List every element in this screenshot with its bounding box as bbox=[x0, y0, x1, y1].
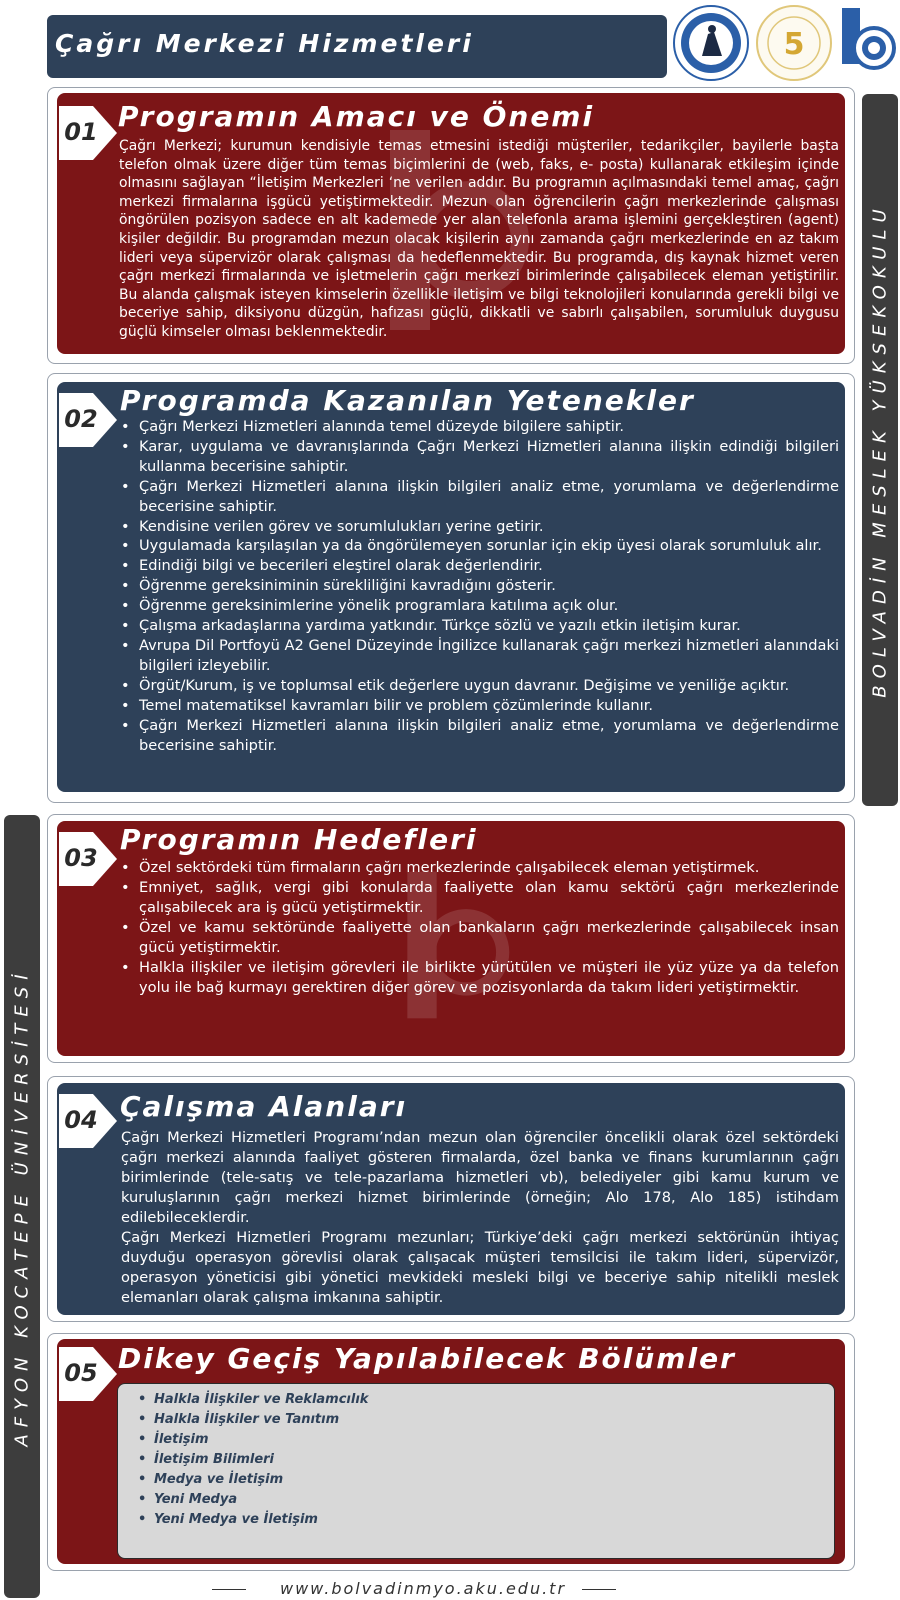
side-label-school bbox=[862, 94, 898, 806]
bullet-icon: • bbox=[121, 617, 130, 635]
university-logo bbox=[672, 4, 750, 82]
list-item bbox=[138, 1450, 368, 1470]
section-number: 05 bbox=[64, 1359, 98, 1387]
list-item-text: Edindiği bilgi ve becerileri eleştirel olarak değerlendirir. bbox=[139, 557, 543, 575]
list-item bbox=[121, 616, 839, 636]
section-text: Çağrı Merkezi Hizmetleri Programı’ndan mezun olan öğrenciler öncelikli olarak özel sektördeki çağrı merkezi alanında faaliyet gösteren firmalarda, özel banka ve finans kurumlarının çağrı birimlerinde (tele-satış ve tele-pazarlama hizmetleri vb), belediyeler gibi kamu kurum ve kuruluşlarının çağrı merkezi hizmet birimlerinde (örneğin; Alo 178, Alo 185) istihdam edilebileceklerdir. bbox=[121, 1129, 839, 1226]
list-item-text: Yeni Medya ve İletişim bbox=[154, 1512, 318, 1527]
bullet-icon: • bbox=[121, 696, 130, 714]
bullet-icon: • bbox=[121, 597, 130, 615]
section-number-badge bbox=[57, 389, 119, 451]
university-name: AFYON KOCATEPE ÜNİVERSİTESİ bbox=[11, 966, 33, 1447]
list-item bbox=[121, 676, 839, 696]
footer bbox=[0, 1578, 900, 1600]
list-item bbox=[121, 596, 839, 616]
section-number: 03 bbox=[64, 844, 98, 872]
list-item bbox=[121, 576, 839, 596]
bullet-icon: • bbox=[121, 919, 130, 936]
bullet-icon: • bbox=[138, 1392, 147, 1407]
list-item bbox=[121, 716, 839, 756]
bullet-icon: • bbox=[121, 676, 130, 694]
list-item bbox=[121, 556, 839, 576]
list-item bbox=[121, 696, 839, 716]
list-item-text: Çalışma arkadaşlarına yardıma yatkındır. Türkçe sözlü ve yazılı etkin iletişim kurar. bbox=[139, 617, 741, 635]
list-item bbox=[121, 918, 839, 958]
list-item-text: Emniyet, sağlık, vergi gibi konularda faaliyette olan kamu sektörü çağrı merkezlerinde çalışabilecek ara iş gücü yetiştirmektir. bbox=[139, 879, 839, 916]
section-title: Programda Kazanılan Yetenekler bbox=[120, 384, 695, 417]
bullet-icon: • bbox=[121, 577, 130, 595]
list-item bbox=[138, 1470, 368, 1490]
section-text: Çağrı Merkezi; kurumun kendisiyle temas etmesini istediği müşteriler, tedarikçiler, bayilerle başta telefon olmak üzere diğer tüm temas biçimlerini de (web, faks, e- posta) kullanarak etkileşim içinde olmasını sağlayan “İletişim Merkezleri ‘ne verilen addır. Bu programın açılmasındaki temel amaç, çağrı merkezi firmalarına işgücü yetiştirmektedir. Mezun olan öğrencilerin çağrı merkezlerinde çalışması öngörülen pozisyon sadece en alt kademede yer alan telefonla arama işlemini gerçekleştiren (agent) kişiler değildir. Bu programdan mezun olacak kişilerin aynı zamanda çağrı merkezlerinde en az takım lideri veya süpervizör olarak çalışması da hedeflenmektedir. Bu programda, dış kaynak hizmet veren çağrı merkezi firmalarında ve işletmelerin çağrı merkezi birimlerinde çalışabilecek eleman yetiştirilir. Bu alanda çalışmak isteyen kimselerin özellikle iletişim ve bilgi teknolojileri konularında gerekli bilgi ve beceriye sahip, diksiyonu düzgün, hafızası güçlü, dikkatli ve sabırlı çalışabilen, sorumluluk duygusu güçlü kimseler olması beklenmektedir. bbox=[119, 138, 839, 340]
list-item-text: Çağrı Merkezi Hizmetleri alanında temel düzeyde bilgilere sahiptir. bbox=[139, 418, 625, 435]
list-item-text: Öğrenme gereksinimlerine yönelik programlara katılıma açık olur. bbox=[139, 597, 619, 615]
list-item-text: Avrupa Dil Portfoyü A2 Genel Düzeyinde İngilizce kullanarak çağrı merkezi hizmetleri alanındaki bilgileri izleyebilir. bbox=[139, 636, 839, 674]
bullet-icon: • bbox=[121, 636, 130, 654]
footer-divider bbox=[212, 1589, 246, 1590]
list-item-text: Çağrı Merkezi Hizmetleri alanına ilişkin bilgileri analiz etme, yorumlama ve değerlendirme becerisine sahiptir. bbox=[139, 716, 839, 754]
bullet-icon: • bbox=[138, 1512, 147, 1527]
anniversary-logo bbox=[755, 4, 833, 82]
section-number-badge bbox=[57, 102, 119, 164]
bullet-icon: • bbox=[138, 1472, 147, 1487]
programs-list bbox=[138, 1390, 368, 1530]
bullet-icon: • bbox=[121, 517, 130, 535]
list-item-text: Halkla ilişkiler ve iletişim görevleri ile birlikte yürütülen ve müşteri ile yüz yüze ya da telefon yolu ile bağ kurmayı gerektiren diğer görev ve pozisyonlarda da takım lideri yetiştirmektir. bbox=[139, 959, 839, 996]
programs-box bbox=[117, 1383, 835, 1559]
list-item bbox=[138, 1510, 368, 1530]
anniversary-number: 5 bbox=[783, 27, 805, 62]
section-text: Çağrı Merkezi Hizmetleri Programı mezunları; Türkiye’deki çağrı merkezi sektörünün ihtiyaç duyduğu operasyon görevlisi olarak çalışacak müşteri temsilcisi ile takım lideri, süpervizör, operasyon yöneticisi gibi yönetici mevkideki mesleki bilgi ve beceriye sahip nitelikli meslek elemanları olarak çalışma imkanına sahiptir. bbox=[121, 1229, 839, 1306]
side-label-university bbox=[4, 815, 40, 1598]
goals-list bbox=[121, 858, 839, 998]
header-bar bbox=[47, 15, 667, 78]
list-item-text: Özel ve kamu sektöründe faaliyette olan bankaların çağrı merkezlerinde çalışabilecek insan gücü yetiştirmektir. bbox=[139, 919, 839, 956]
list-item bbox=[121, 878, 839, 918]
bullet-icon: • bbox=[121, 716, 130, 734]
list-item bbox=[121, 517, 839, 537]
footer-divider bbox=[582, 1589, 616, 1590]
section-number: 01 bbox=[64, 118, 98, 146]
list-item bbox=[138, 1490, 368, 1510]
list-item bbox=[121, 437, 839, 477]
bullet-icon: • bbox=[121, 859, 130, 876]
list-item-text: Özel sektördeki tüm firmaların çağrı merkezlerinde çalışabilecek eleman yetiştirmek. bbox=[139, 859, 760, 876]
list-item-text: Halkla İlişkiler ve Reklamcılık bbox=[154, 1392, 369, 1407]
section-title: Çalışma Alanları bbox=[120, 1090, 408, 1123]
list-item-text: Halkla İlişkiler ve Tanıtım bbox=[154, 1412, 340, 1427]
bullet-icon: • bbox=[138, 1492, 147, 1507]
section-number-badge bbox=[57, 1343, 119, 1405]
section-number: 04 bbox=[64, 1106, 98, 1134]
bullet-icon: • bbox=[138, 1432, 147, 1447]
section-title: Programın Amacı ve Önemi bbox=[118, 100, 595, 133]
list-item bbox=[121, 958, 839, 998]
section-number-badge bbox=[57, 828, 119, 890]
list-item bbox=[121, 536, 839, 556]
bullet-icon: • bbox=[121, 557, 130, 575]
list-item bbox=[138, 1390, 368, 1410]
list-item-text: Karar, uygulama ve davranışlarında Çağrı Merkezi Hizmetleri alanına ilişkin edindiği bilgileri kullanma becerisine sahiptir. bbox=[139, 437, 839, 475]
section-number-badge bbox=[57, 1090, 119, 1152]
bullet-icon: • bbox=[121, 418, 130, 435]
list-item bbox=[138, 1430, 368, 1450]
bullet-icon: • bbox=[121, 537, 130, 555]
list-item-text: İletişim bbox=[154, 1432, 209, 1447]
list-item bbox=[121, 858, 839, 878]
bullet-icon: • bbox=[121, 879, 130, 896]
bullet-icon: • bbox=[121, 437, 130, 455]
list-item-text: Uygulamada karşılaşılan ya da öngörülemeyen sorunlar için ekip üyesi olarak sorumluluk alır. bbox=[139, 537, 822, 555]
school-name: BOLVADİN MESLEK YÜKSEKOKULU bbox=[869, 202, 891, 698]
bullet-icon: • bbox=[138, 1412, 147, 1427]
skills-list bbox=[121, 417, 839, 755]
list-item-text: Örgüt/Kurum, iş ve toplumsal etik değerlere uygun davranır. Değişime ve yeniliğe açıktır. bbox=[139, 676, 790, 694]
section-title: Dikey Geçiş Yapılabilecek Bölümler bbox=[118, 1342, 736, 1375]
bullet-icon: • bbox=[121, 477, 130, 495]
list-item-text: Kendisine verilen görev ve sorumlulukları yerine getirir. bbox=[139, 517, 544, 535]
list-item-text: Öğrenme gereksiniminin sürekliliğini kavradığını gösterir. bbox=[139, 577, 556, 595]
list-item-text: Çağrı Merkezi Hizmetleri alanına ilişkin bilgileri analiz etme, yorumlama ve değerlendirme becerisine sahiptir. bbox=[139, 477, 839, 515]
list-item-text: İletişim Bilimleri bbox=[154, 1452, 275, 1467]
list-item bbox=[121, 477, 839, 517]
bullet-icon: • bbox=[121, 959, 130, 976]
school-logo bbox=[838, 4, 898, 90]
list-item-text: Temel matematiksel kavramları bilir ve problem çözümlerinde kullanır. bbox=[139, 696, 653, 714]
website-link[interactable]: www.bolvadinmyo.aku.edu.tr bbox=[280, 1579, 567, 1598]
bullet-icon: • bbox=[138, 1452, 147, 1467]
list-item-text: Yeni Medya bbox=[154, 1492, 238, 1507]
list-item bbox=[138, 1410, 368, 1430]
list-item-text: Medya ve İletişim bbox=[154, 1472, 284, 1487]
page-title: Çağrı Merkezi Hizmetleri bbox=[55, 29, 474, 58]
list-item bbox=[121, 417, 839, 437]
section-number: 02 bbox=[64, 405, 98, 433]
section-title: Programın Hedefleri bbox=[120, 823, 478, 856]
list-item bbox=[121, 636, 839, 676]
